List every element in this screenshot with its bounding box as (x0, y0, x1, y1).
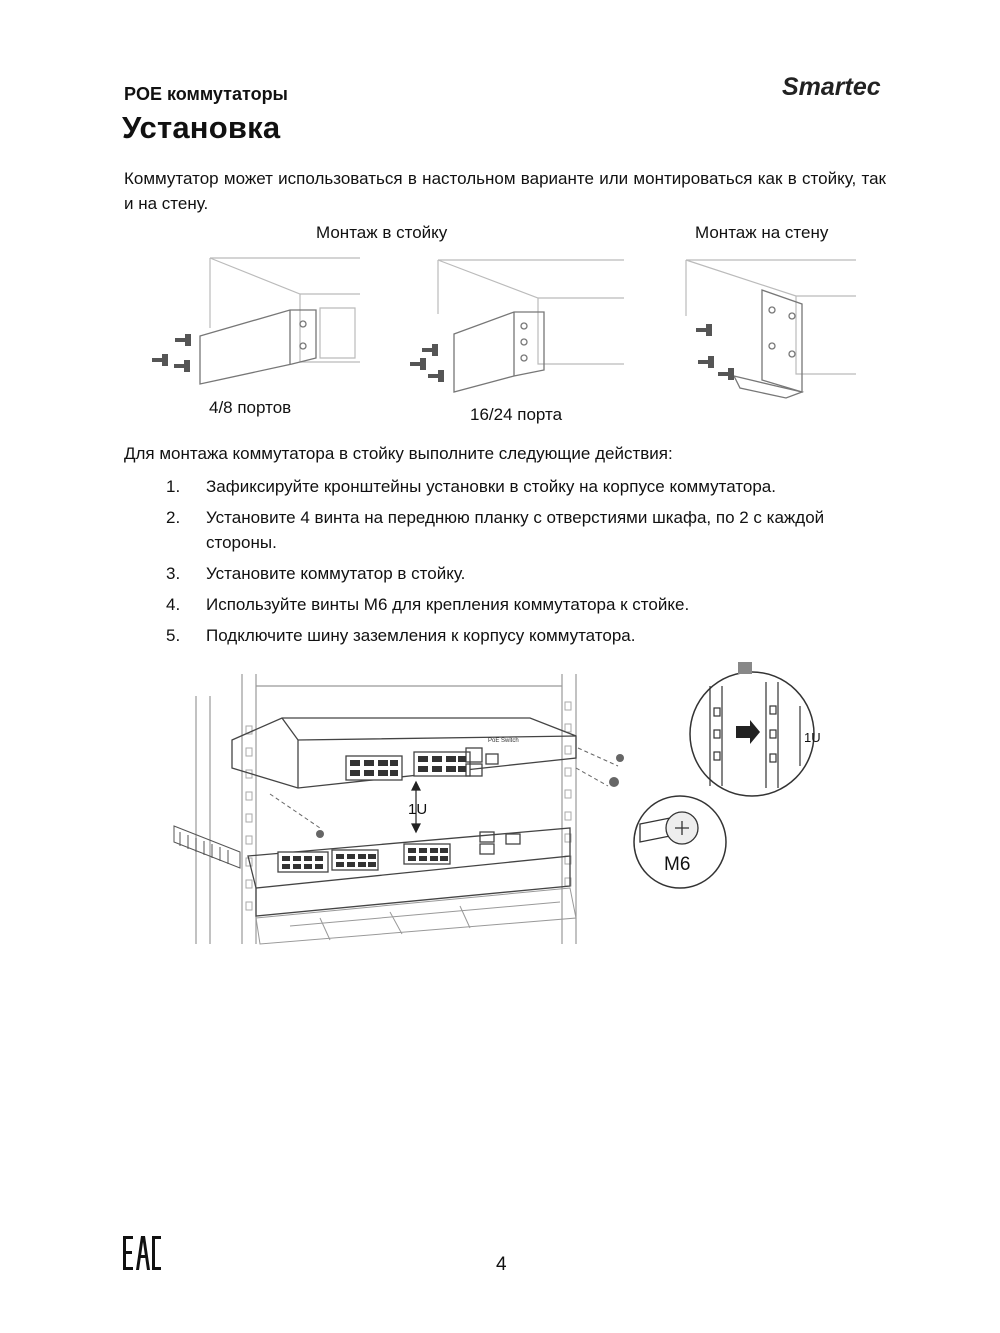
step-number: 1. (166, 477, 181, 496)
screw-size-label: M6 (664, 854, 691, 875)
eac-certification-mark (123, 1234, 161, 1279)
bracket-16-24-illustration (406, 254, 628, 407)
steps-intro: Для монтажа коммутатора в стойку выполните следующие действия: (124, 444, 673, 463)
page-title: Установка (122, 110, 281, 145)
step-number: 3. (166, 564, 181, 583)
list-item (124, 505, 886, 555)
step-number: 4. (166, 595, 181, 614)
list-item (124, 592, 886, 617)
rack-unit-label: 1U (408, 801, 428, 818)
step-text: Используйте винты М6 для крепления коммутатора к стойке. (206, 595, 690, 614)
svg-text:Smartec: Smartec (782, 73, 881, 101)
intro-paragraph: Коммутатор может использоваться в настольном варианте или монтироваться как в стойку, так и на стену. (124, 169, 886, 213)
detail-unit-label: 1U (804, 730, 821, 745)
step-text: Установите 4 винта на переднюю планку с отверстиями шкафа, по 2 с каждой стороны. (206, 508, 825, 552)
wall-mount-illustration (684, 256, 860, 409)
step-text: Установите коммутатор в стойку. (206, 564, 466, 583)
list-item (124, 474, 886, 499)
section-heading: POE коммутаторы (124, 84, 288, 104)
list-item (124, 623, 886, 648)
caption-16-24-ports: 16/24 порта (470, 405, 563, 424)
list-item (124, 561, 886, 586)
rack-installation-illustration (170, 656, 890, 953)
switch-label: PoE Switch (488, 738, 519, 744)
caption-4-8-ports: 4/8 портов (209, 398, 292, 417)
rack-mount-caption: Монтаж в стойку (316, 223, 448, 242)
bracket-4-8-illustration (150, 254, 365, 407)
step-text: Зафиксируйте кронштейны установки в стойку на корпусе коммутатора. (206, 477, 776, 496)
wall-mount-caption: Монтаж на стену (695, 223, 829, 242)
brand-logo (780, 70, 888, 109)
step-text: Подключите шину заземления к корпусу коммутатора. (206, 626, 636, 645)
step-number: 2. (166, 508, 181, 527)
step-number: 5. (166, 626, 181, 645)
installation-steps-list (124, 474, 886, 654)
page-number: 4 (496, 1254, 507, 1275)
